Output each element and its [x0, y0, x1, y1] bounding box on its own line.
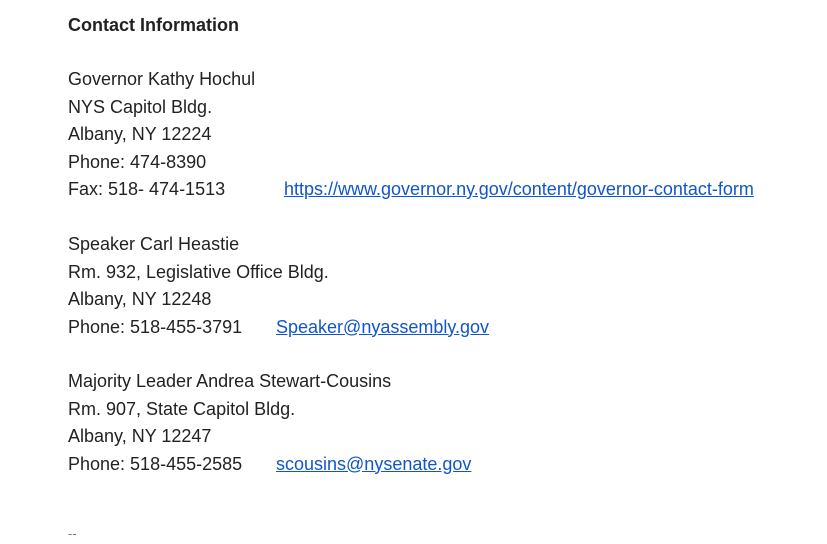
majority-leader-contact-block [68, 368, 818, 478]
governor-address: NYS Capitol Bldg. [68, 96, 213, 117]
governor-contact-block [68, 66, 818, 204]
governor-fax: Fax: 518- 474-1513 [68, 179, 226, 199]
governor-contact-form-link[interactable]: https://www.governor.ny.gov/content/governor-contact-form [284, 179, 754, 199]
contact-heading: Contact Information [68, 15, 239, 35]
majority-leader-city: Albany, NY 12247 [68, 426, 212, 446]
speaker-contact-block [68, 231, 818, 341]
governor-phone: Phone: 474-8390 [68, 151, 207, 172]
speaker-phone-line [68, 314, 818, 342]
majority-leader-name: Majority Leader Andrea Stewart-Cousins [68, 371, 392, 391]
majority-leader-phone-line [68, 451, 818, 479]
majority-leader-email-link[interactable]: scousins@nysenate.gov [276, 453, 472, 474]
signature-separator: -- [68, 526, 77, 541]
governor-name: Governor Kathy Hochul [68, 69, 256, 89]
speaker-name: Speaker Carl Heastie [68, 234, 240, 254]
majority-leader-phone: Phone: 518-455-2585 [68, 453, 243, 474]
speaker-city: Albany, NY 12248 [68, 289, 212, 309]
speaker-address: Rm. 932, Legislative Office Bldg. [68, 261, 329, 282]
governor-fax-line [68, 176, 818, 204]
majority-leader-address: Rm. 907, State Capitol Bldg. [68, 398, 296, 419]
governor-city: Albany, NY 12224 [68, 124, 212, 144]
speaker-email-link[interactable]: Speaker@nyassembly.gov [276, 316, 490, 337]
speaker-phone: Phone: 518-455-3791 [68, 316, 243, 337]
